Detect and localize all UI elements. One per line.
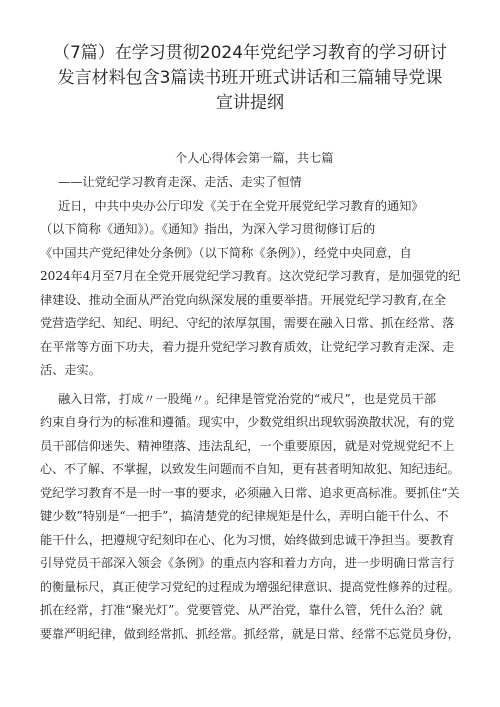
- body-line: 心、不了解、不掌握，以致发生问题而不自知，更有甚者明知故犯、知纪违纪。: [40, 462, 460, 476]
- body-line: 近日，中共中央办公厅印发《关于在全党开展党纪学习教育的通知》: [58, 199, 424, 213]
- body-line: 党纪学习教育不是一时一事的要求，必须融入日常、追求更高标准。要抓住“关: [40, 486, 460, 500]
- body-line: 键少数”特别是“一把手”，搞清楚党的纪律规矩是什么，弄明白能干什么、不: [40, 509, 449, 523]
- title-line: 发言材料包含3篇读书班开班式讲话和三篇辅导党课: [57, 68, 443, 88]
- section-heading: 个人心得体会第一篇，共七篇: [175, 151, 334, 165]
- section-subheading: ——让党纪学习教育走深、走活、走实了恒情: [58, 175, 302, 189]
- body-line: （以下简称《通知》）。《通知》指出，为深入学习贯彻修订后的: [40, 222, 376, 236]
- body-line: 抓在经常，打准“聚光灯”。党要管党、从严治党，靠什么管，凭什么治？就: [40, 603, 443, 617]
- body-line: 2024年4月至7月在全党开展党纪学习教育。这次党纪学习教育，是加强党的纪: [40, 269, 461, 283]
- body-line: 要靠严明纪律，做到经常抓、抓经常。抓经常，就是日常、经常不忘党员身份，: [40, 627, 460, 641]
- body-line: 律建设、推动全面从严治党向纵深发展的重要举措。开展党纪学习教育,在全: [40, 293, 447, 307]
- title-line: （7篇）在学习贯彻2024年党纪学习教育的学习研讨: [52, 43, 448, 63]
- body-line: 党营造学纪、知纪、明纪、守纪的浓厚氛围，需要在融入日常、抓在经常、落: [40, 316, 455, 330]
- body-line: 的衡量标尺，真正使学习党纪的过程成为增强纪律意识、提高党性修养的过程。: [40, 580, 460, 594]
- body-line: 融入日常，打成〃一股绳〃。纪律是管党治党的“戒尺”，也是党员干部: [58, 392, 437, 406]
- body-line: 员干部信仰迷失、精神堕落、违法乱纪，一个重要原因，就是对党规党纪不上: [40, 439, 455, 453]
- body-line: 《中国共产党纪律处分条例》（以下简称《条例》），经党中央同意，自: [40, 246, 412, 260]
- body-line: 约束自身行为的标准和遵循。现实中，少数党组织出现软弱涣散状况，有的党: [40, 415, 455, 429]
- body-line: 引导党员干部深入领会《条例》的重点内容和着力方向，进一步明确日常言行: [40, 556, 455, 570]
- title-line: 宣讲提纲: [216, 93, 284, 113]
- body-line: 能干什么，把遵规守纪刻印在心、化为习惯，始终做到忠诚干净担当。要教育: [40, 533, 455, 547]
- body-line: 在平常等方面下功夫，着力提升党纪学习教育质效，让党纪学习教育走深、走: [40, 340, 455, 354]
- document-title: [40, 41, 460, 116]
- body-line: 活、走实。: [40, 363, 101, 377]
